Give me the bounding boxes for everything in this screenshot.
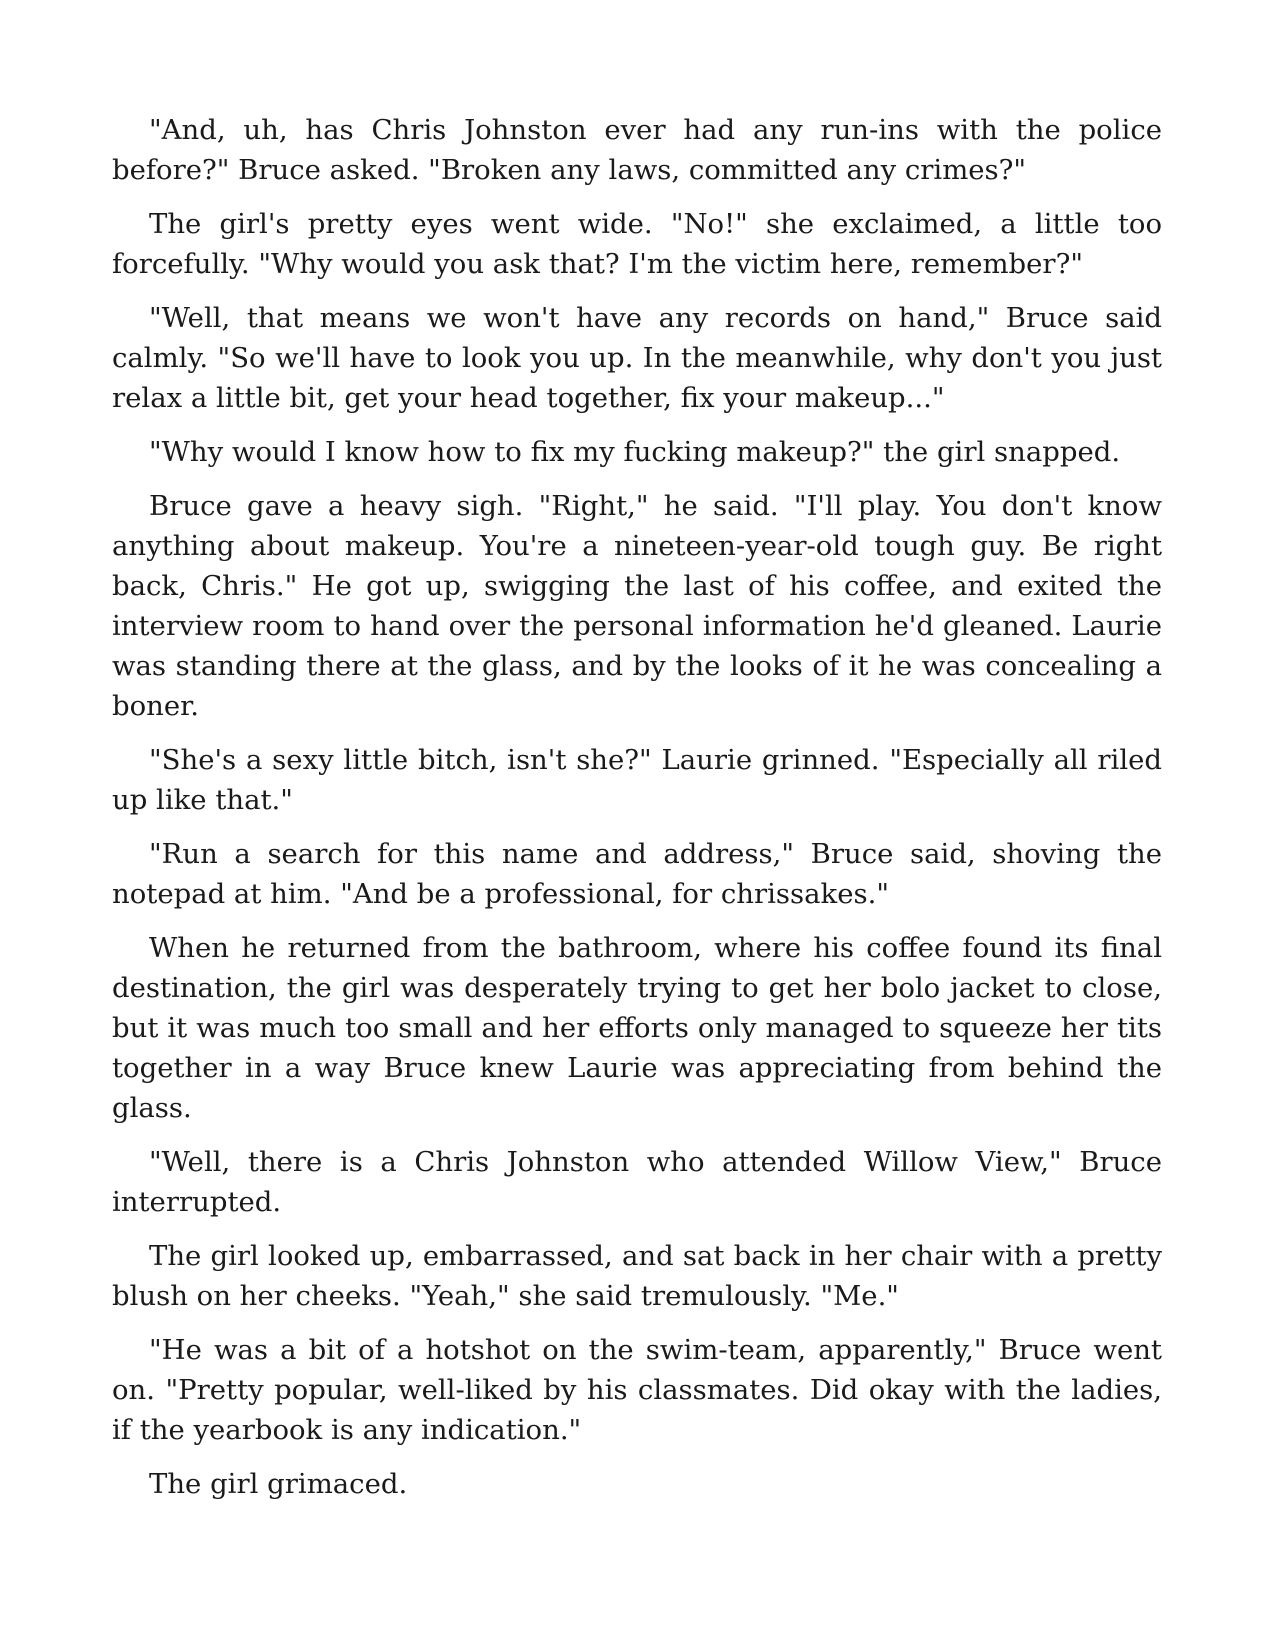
paragraph: The girl's pretty eyes went wide. "No!" she exclaimed, a little too forcefully. "Why would you ask that? I'm the victim here, remember?" [112,208,1162,280]
paragraph: "She's a sexy little bitch, isn't she?" Laurie grinned. "Especially all riled up like that." [112,744,1162,816]
paragraph: "He was a bit of a hotshot on the swim-team, apparently," Bruce went on. "Pretty popular, well-liked by his classmates. Did okay with the ladies, if the yearbook is any indication." [112,1334,1162,1446]
paragraph: Bruce gave a heavy sigh. "Right," he said. "I'll play. You don't know anything about makeup. You're a nineteen-year-old tough guy. Be right back, Chris." He got up, swigging the last of his coffee, and exited the interview room to hand over the personal information he'd gleaned. Laurie was standing there at the glass, and by the looks of it he was concealing a boner. [112,490,1162,722]
document-page [112,110,1162,1518]
paragraph: The girl grimaced. [149,1468,408,1500]
paragraph: The girl looked up, embarrassed, and sat back in her chair with a pretty blush on her cheeks. "Yeah," she said tremulously. "Me." [112,1240,1162,1312]
paragraph: "And, uh, has Chris Johnston ever had any run-ins with the police before?" Bruce asked. "Broken any laws, committed any crimes?" [112,114,1162,186]
paragraph: "Well, that means we won't have any records on hand," Bruce said calmly. "So we'll have to look you up. In the meanwhile, why don't you just relax a little bit, get your head together, fix your makeup..." [112,302,1162,414]
paragraph: "Why would I know how to fix my fucking makeup?" the girl snapped. [149,436,1121,468]
paragraph: "Run a search for this name and address," Bruce said, shoving the notepad at him. "And be a professional, for chrissakes." [112,838,1162,910]
paragraph: "Well, there is a Chris Johnston who attended Willow View," Bruce interrupted. [112,1146,1162,1218]
paragraph: When he returned from the bathroom, where his coffee found its final destination, the girl was desperately trying to get her bolo jacket to close, but it was much too small and her efforts only managed to squeeze her tits together in a way Bruce knew Laurie was appreciating from behind the glass. [112,932,1162,1124]
